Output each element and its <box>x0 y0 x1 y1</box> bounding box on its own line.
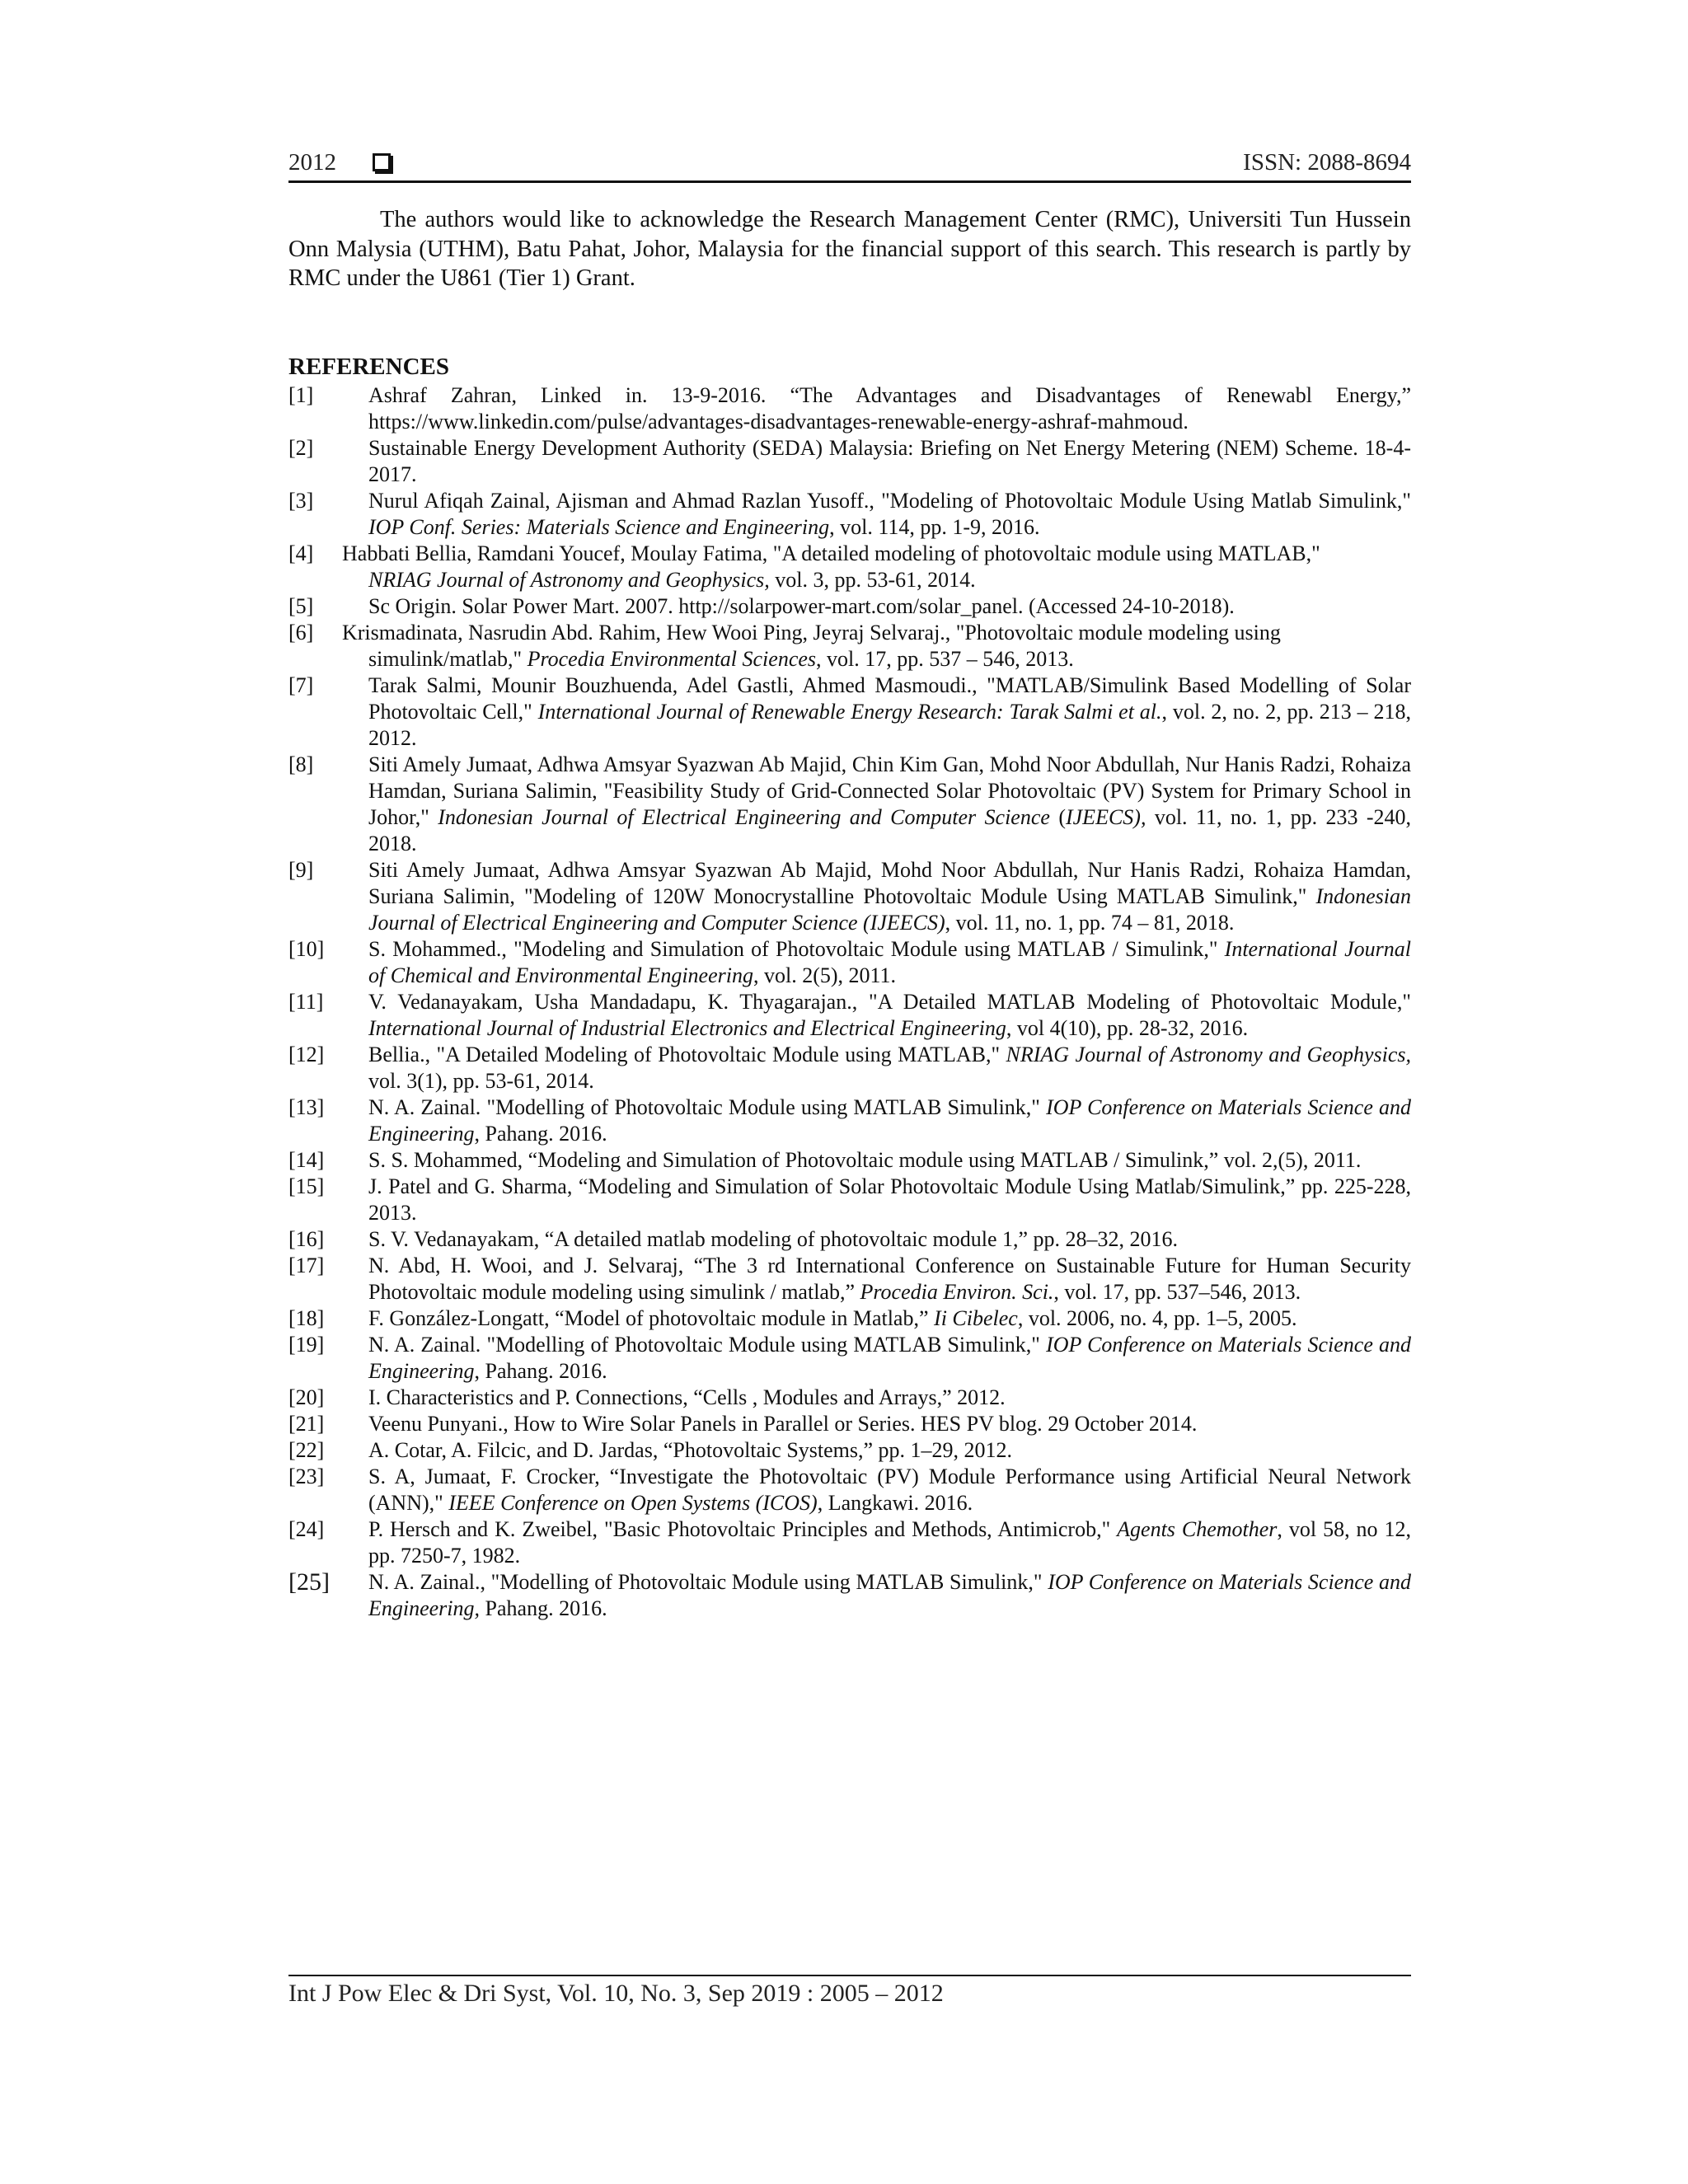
reference-details: vol. 11, no. 1, pp. 233 -240, 2018. <box>368 805 1411 855</box>
reference-venue: Procedia Environmental Sciences <box>527 647 817 671</box>
reference-item-7 <box>288 673 1411 752</box>
reference-item-19 <box>288 1332 1411 1385</box>
reference-item-9 <box>288 857 1411 936</box>
reference-item-3 <box>288 488 1411 541</box>
reference-number: [1] <box>288 383 314 407</box>
reference-venue: IOP Conference on Materials Science and Engineering <box>368 1095 1412 1146</box>
reference-details: vol. 3(1), pp. 53-61, 2014. <box>368 1069 594 1093</box>
reference-number: [19] <box>288 1333 325 1357</box>
reference-number: [10] <box>288 937 325 961</box>
reference-text: Nurul Afiqah Zainal, Ajisman and Ahmad Razlan Yusoff., "Modeling of Photovoltaic Module Using Matlab Simulink," <box>368 489 1411 513</box>
reference-number: [12] <box>288 1043 325 1066</box>
reference-venue: Procedia Environ. Sci. <box>860 1280 1054 1304</box>
reference-item-1 <box>288 382 1411 435</box>
reference-text: Tarak Salmi, Mounir Bouzhuenda, Adel Gastli, Ahmed Masmoudi., "MATLAB/Simulink Based Modelling of Solar Photovoltaic Cell," <box>368 673 1411 724</box>
reference-item-4 <box>288 541 1411 593</box>
reference-text: Sc Origin. Solar Power Mart. 2007. http://solarpower-mart.com/solar_panel. (Accessed 24-10-2018). <box>368 594 1235 618</box>
reference-venue: IOP Conf. Series: Materials Science and Engineering <box>368 515 830 539</box>
reference-text: N. Abd, H. Wooi, and J. Selvaraj, “The 3 rd International Conference on Sustainable Future for Human Security Photovoltaic module modeling using simulink / matlab,” <box>368 1254 1411 1304</box>
references-heading: REFERENCES <box>288 354 449 380</box>
reference-number: [6] <box>288 621 314 644</box>
reference-text: Habbati Bellia, Ramdani Youcef, Moulay Fatima, "A detailed modeling of photovoltaic module using MATLAB," <box>342 541 1320 565</box>
reference-number: [5] <box>288 594 314 618</box>
reference-item-10 <box>288 936 1411 989</box>
reference-item-2 <box>288 435 1411 488</box>
reference-text: N. A. Zainal., "Modelling of Photovoltaic Module using MATLAB Simulink," <box>368 1570 1048 1594</box>
reference-venue: IEEE Conference on Open Systems (ICOS) <box>448 1491 818 1515</box>
page-footer: Int J Pow Elec & Dri Syst, Vol. 10, No. 3, Sep 2019 : 2005 – 2012 <box>288 1980 944 2007</box>
reference-text: Ashraf Zahran, Linked in. 13-9-2016. “The Advantages and Disadvantages of Renewabl Energy,” https://www.linkedin.com/pulse/advantages-disadvantages-renewable-energy-ashraf-mahmoud. <box>368 383 1411 434</box>
reference-number: [24] <box>288 1517 325 1541</box>
reference-text: J. Patel and G. Sharma, “Modeling and Simulation of Solar Photovoltaic Module Using Matlab/Simulink,” pp. 225-228, 2013. <box>368 1174 1411 1225</box>
reference-details: , vol. 17, pp. 537–546, 2013. <box>1053 1280 1301 1304</box>
reference-number: [8] <box>288 752 314 776</box>
reference-venue: Agents Chemother <box>1117 1517 1278 1541</box>
header-rule <box>288 180 1411 183</box>
reference-item-21 <box>288 1411 1411 1437</box>
reference-venue: Indonesian Journal of Electrical Engineering and Computer Science (IJEECS) <box>368 884 1411 935</box>
reference-text: N. A. Zainal. "Modelling of Photovoltaic Module using MATLAB Simulink," <box>368 1333 1047 1357</box>
page-number: 2012 <box>288 148 336 176</box>
reference-text: S. S. Mohammed, “Modeling and Simulation of Photovoltaic module using MATLAB / Simulink,” vol. 2,(5), 2011. <box>368 1148 1362 1172</box>
reference-details: Pahang. 2016. <box>480 1596 607 1620</box>
reference-list <box>288 382 1411 1622</box>
reference-number: [21] <box>288 1412 325 1436</box>
reference-text: S. V. Vedanayakam, “A detailed matlab modeling of photovoltaic module 1,” pp. 28–32, 2016. <box>368 1227 1179 1251</box>
reference-text: A. Cotar, A. Filcic, and D. Jardas, “Photovoltaic Systems,” pp. 1–29, 2012. <box>368 1438 1013 1462</box>
reference-venue: NRIAG Journal of Astronomy and Geophysics, <box>368 568 770 592</box>
reference-venue-abbrev: IJEECS), <box>1065 805 1146 829</box>
reference-item-23 <box>288 1464 1411 1516</box>
reference-text: P. Hersch and K. Zweibel, "Basic Photovoltaic Principles and Methods, Antimicrob," <box>368 1517 1118 1541</box>
reference-details: , Pahang. 2016. <box>474 1359 607 1383</box>
reference-details: , vol. 2006, no. 4, pp. 1–5, 2005. <box>1017 1306 1297 1330</box>
reference-text: Siti Amely Jumaat, Adhwa Amsyar Syazwan Ab Majid, Chin Kim Gan, Mohd Noor Abdullah, Nur Hanis Radzi, Rohaiza Hamdan, Suriana Salimin, "Feasibility Study of Grid-Connected Solar Photovoltaic (PV) System for Primary School in Johor," <box>368 752 1411 829</box>
reference-venue: NRIAG Journal of Astronomy and Geophysics, <box>1006 1043 1411 1066</box>
reference-text: Sustainable Energy Development Authority (SEDA) Malaysia: Briefing on Net Energy Metering (NEM) Scheme. 18-4-2017. <box>368 436 1411 486</box>
reference-details: , vol. 17, pp. 537 – 546, 2013. <box>816 647 1074 671</box>
reference-item-24 <box>288 1516 1411 1569</box>
reference-item-16 <box>288 1226 1411 1253</box>
reference-text: S. A, Jumaat, F. Crocker, “Investigate the Photovoltaic (PV) Module Performance using Artificial Neural Network (ANN)," <box>368 1465 1411 1515</box>
reference-text: F. González-Longatt, “Model of photovoltaic module in Matlab,” <box>368 1306 935 1330</box>
reference-text: Siti Amely Jumaat, Adhwa Amsyar Syazwan Ab Majid, Mohd Noor Abdullah, Nur Hanis Radzi, Rohaiza Hamdan, Suriana Salimin, "Modeling of 120W Monocrystalline Photovoltaic Module Using MATLAB Simulink," <box>368 858 1411 908</box>
reference-number: [9] <box>288 858 314 882</box>
reference-text: N. A. Zainal. "Modelling of Photovoltaic Module using MATLAB Simulink," <box>368 1095 1047 1119</box>
reference-venue: IOP Conference on Materials Science and Engineering, <box>368 1570 1411 1620</box>
acknowledgment-paragraph: The authors would like to acknowledge the Research Management Center (RMC), Universiti Tun Hussein Onn Malysia (UTHM), Batu Pahat, Johor, Malaysia for the financial support of this search. This research is partly by RMC under the U861 (Tier 1) Grant. <box>288 207 1411 291</box>
reference-text: S. Mohammed., "Modeling and Simulation of Photovoltaic Module using MATLAB / Simulink," <box>368 937 1225 961</box>
footer-rule <box>288 1975 1411 1976</box>
reference-details: , vol 58, no 12, pp. 7250-7, 1982. <box>368 1517 1411 1568</box>
reference-details: vol. 3, pp. 53-61, 2014. <box>769 568 976 592</box>
reference-number: [25] <box>288 1568 330 1596</box>
reference-number: [2] <box>288 436 314 460</box>
reference-venue: IOP Conference on Materials Science and Engineering <box>368 1333 1412 1383</box>
reference-item-14 <box>288 1147 1411 1174</box>
reference-continuation <box>368 567 1411 593</box>
reference-continuation <box>368 646 1411 673</box>
reference-number: [13] <box>288 1095 325 1119</box>
header-left <box>288 149 391 176</box>
reference-number: [17] <box>288 1254 325 1277</box>
reference-venue: Ii Cibelec <box>934 1306 1018 1330</box>
reference-item-13 <box>288 1094 1411 1147</box>
page-header <box>288 144 1411 180</box>
reference-item-6 <box>288 620 1411 673</box>
reference-text: I. Characteristics and P. Connections, “Cells , Modules and Arrays,” 2012. <box>368 1385 1006 1409</box>
reference-number: [4] <box>288 541 314 565</box>
reference-details: , vol. 2, no. 2, pp. 213 – 218, 2012. <box>368 700 1411 750</box>
reference-text: ( <box>1049 805 1066 829</box>
reference-item-25 <box>288 1569 1411 1622</box>
reference-number: [14] <box>288 1148 325 1172</box>
reference-number: [20] <box>288 1385 325 1409</box>
reference-text: simulink/matlab," <box>368 647 528 671</box>
reference-venue: International Journal of Renewable Energy Research: Tarak Salmi et al. <box>537 700 1162 724</box>
reference-text: Veenu Punyani., How to Wire Solar Panels in Parallel or Series. HES PV blog. 29 October 2014. <box>368 1412 1198 1436</box>
reference-item-22 <box>288 1437 1411 1464</box>
reference-venue: International Journal of Chemical and Environmental Engineering <box>368 937 1411 987</box>
reference-venue: International Journal of Industrial Electronics and Electrical Engineering <box>368 1016 1006 1040</box>
reference-number: [22] <box>288 1438 325 1462</box>
reference-item-15 <box>288 1174 1411 1226</box>
reference-number: [18] <box>288 1306 325 1330</box>
reference-details: , Langkawi. 2016. <box>817 1491 973 1515</box>
reference-details: , Pahang. 2016. <box>474 1122 607 1146</box>
reference-details: , vol 4(10), pp. 28-32, 2016. <box>1006 1016 1249 1040</box>
reference-number: [7] <box>288 673 314 697</box>
reference-item-18 <box>288 1305 1411 1332</box>
reference-number: [3] <box>288 489 314 513</box>
reference-number: [15] <box>288 1174 325 1198</box>
reference-details: , vol. 11, no. 1, pp. 74 – 81, 2018. <box>945 911 1235 935</box>
reference-details: , vol. 114, pp. 1-9, 2016. <box>829 515 1040 539</box>
reference-number: [23] <box>288 1465 325 1488</box>
reference-item-17 <box>288 1253 1411 1305</box>
reference-item-5 <box>288 593 1411 620</box>
reference-item-11 <box>288 989 1411 1042</box>
reference-text: Krismadinata, Nasrudin Abd. Rahim, Hew Wooi Ping, Jeyraj Selvaraj., "Photovoltaic module modeling using <box>342 621 1281 644</box>
reference-venue: Indonesian Journal of Electrical Engineering and Computer Science <box>438 805 1050 829</box>
issn: ISSN: 2088-8694 <box>1243 148 1411 176</box>
reference-text: V. Vedanayakam, Usha Mandadapu, K. Thyagarajan., "A Detailed MATLAB Modeling of Photovoltaic Module," <box>368 990 1411 1014</box>
reference-item-20 <box>288 1385 1411 1411</box>
reference-text: Bellia., "A Detailed Modeling of Photovoltaic Module using MATLAB," <box>368 1043 1006 1066</box>
reference-details: , vol. 2(5), 2011. <box>753 963 897 987</box>
square-icon <box>373 153 391 171</box>
reference-number: [11] <box>288 990 324 1014</box>
reference-item-8 <box>288 752 1411 857</box>
reference-number: [16] <box>288 1227 325 1251</box>
reference-item-12 <box>288 1042 1411 1094</box>
